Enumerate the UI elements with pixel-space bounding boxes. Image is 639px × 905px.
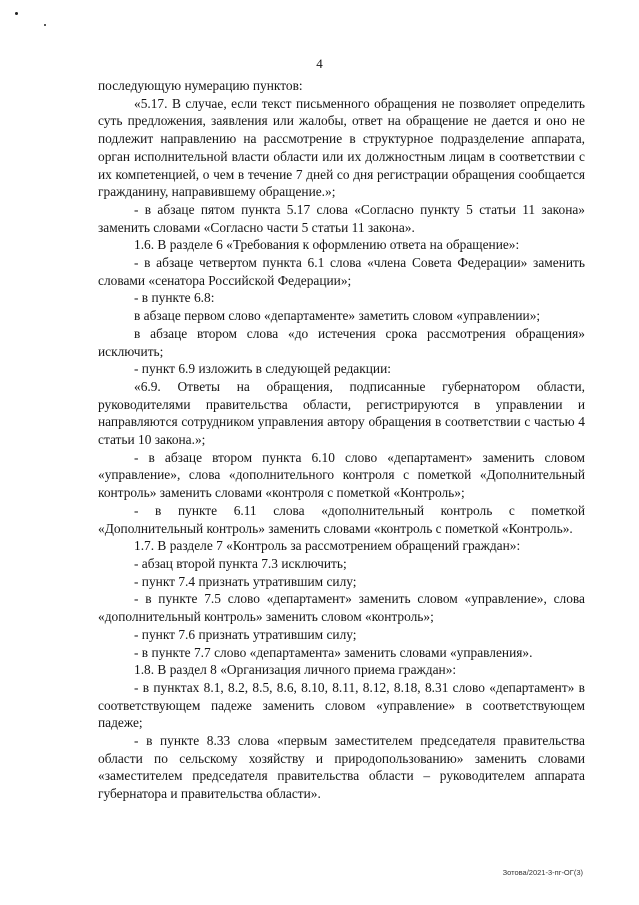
paragraph: - пункт 7.6 признать утратившим силу;	[134, 626, 357, 642]
paragraph: в абзаце первом слово «департаменте» заметить словом «управлении»;	[134, 308, 541, 324]
paragraph: - абзац второй пункта 7.3 исключить;	[134, 555, 347, 571]
paragraph: «6.9. Ответы на обращения, подписанные губернатором области, руководителями правительства области, регистрируются в управлении и направляются сотрудником управления автору обращения в соответствии с частью 4 статьи 10 закона.»;	[98, 378, 585, 448]
document-body	[98, 77, 585, 803]
paragraph: - пункт 7.4 признать утратившим силу;	[134, 573, 357, 589]
paragraph: - в абзаце четвертом пункта 6.1 слова «члена Совета Федерации» заменить словами «сенатора Российской Федерации»;	[98, 255, 585, 288]
paragraph: - в пункте 6.11 слова «дополнительный контроль с пометкой «Дополнительный контроль» заменить словами «контроль с пометкой «Контроль».	[98, 502, 585, 536]
paragraph: последующую нумерацию пунктов:	[98, 78, 303, 93]
paragraph: 1.7. В разделе 7 «Контроль за рассмотрением обращений граждан»:	[134, 538, 521, 554]
paragraph: - в пунктах 8.1, 8.2, 8.5, 8.6, 8.10, 8.11, 8.12, 8.18, 8.31 слово «департамент» в соответствующем падеже заменить словом «управление» в соответствующем падеже;	[98, 679, 585, 731]
paragraph: «5.17. В случае, если текст письменного обращения не позволяет определить суть предложения, заявления или жалобы, ответ на обращение не дается и оно не подлежит направлению на рассмотрение в структурное подразделение аппарата, орган исполнительной власти области или их должностным лицам в соответствии с их компетенцией, о чем в течение 7 дней со дня регистрации обращения сообщается гражданину, направившему обращение.»;	[98, 95, 585, 200]
page-number: 4	[316, 56, 323, 71]
paragraph: - в абзаце втором пункта 6.10 слово «департамент» заменить словом «управление», слова «дополнительного контроля с пометкой «Дополнительный контроль» заменить словами «контроля с пометкой «Контроль»;	[98, 449, 585, 501]
footer-reference: Зотова/2021-3-пг-ОГ(3)	[502, 868, 583, 877]
paragraph: 1.6. В разделе 6 «Требования к оформлению ответа на обращение»:	[134, 237, 520, 253]
paragraph: в абзаце втором слова «до истечения срока рассмотрения обращения» исключить;	[98, 325, 585, 359]
paragraph: - в абзаце пятом пункта 5.17 слова «Согласно пункту 5 статьи 11 закона» заменить словами «Согласно части 5 статьи 11 закона».	[98, 201, 585, 235]
paragraph: - в пункте 7.7 слово «департамента» заменить словами «управления».	[134, 644, 533, 660]
paragraph: - пункт 6.9 изложить в следующей редакции:	[134, 361, 391, 377]
paragraph: - в пункте 7.5 слово «департамент» заменить словом «управление», слова «дополнительный контроль» заменить словом «контроль»;	[98, 591, 585, 625]
paragraph: 1.8. В раздел 8 «Организация личного приема граждан»:	[134, 662, 457, 678]
paragraph: - в пункте 8.33 слова «первым заместителем председателя правительства области по сельскому хозяйству и природопользованию» заменить словами «заместителем председателя правительства области – руководителем аппарата губернатора и правительства области».	[98, 733, 585, 802]
paragraph: - в пункте 6.8:	[134, 290, 215, 306]
